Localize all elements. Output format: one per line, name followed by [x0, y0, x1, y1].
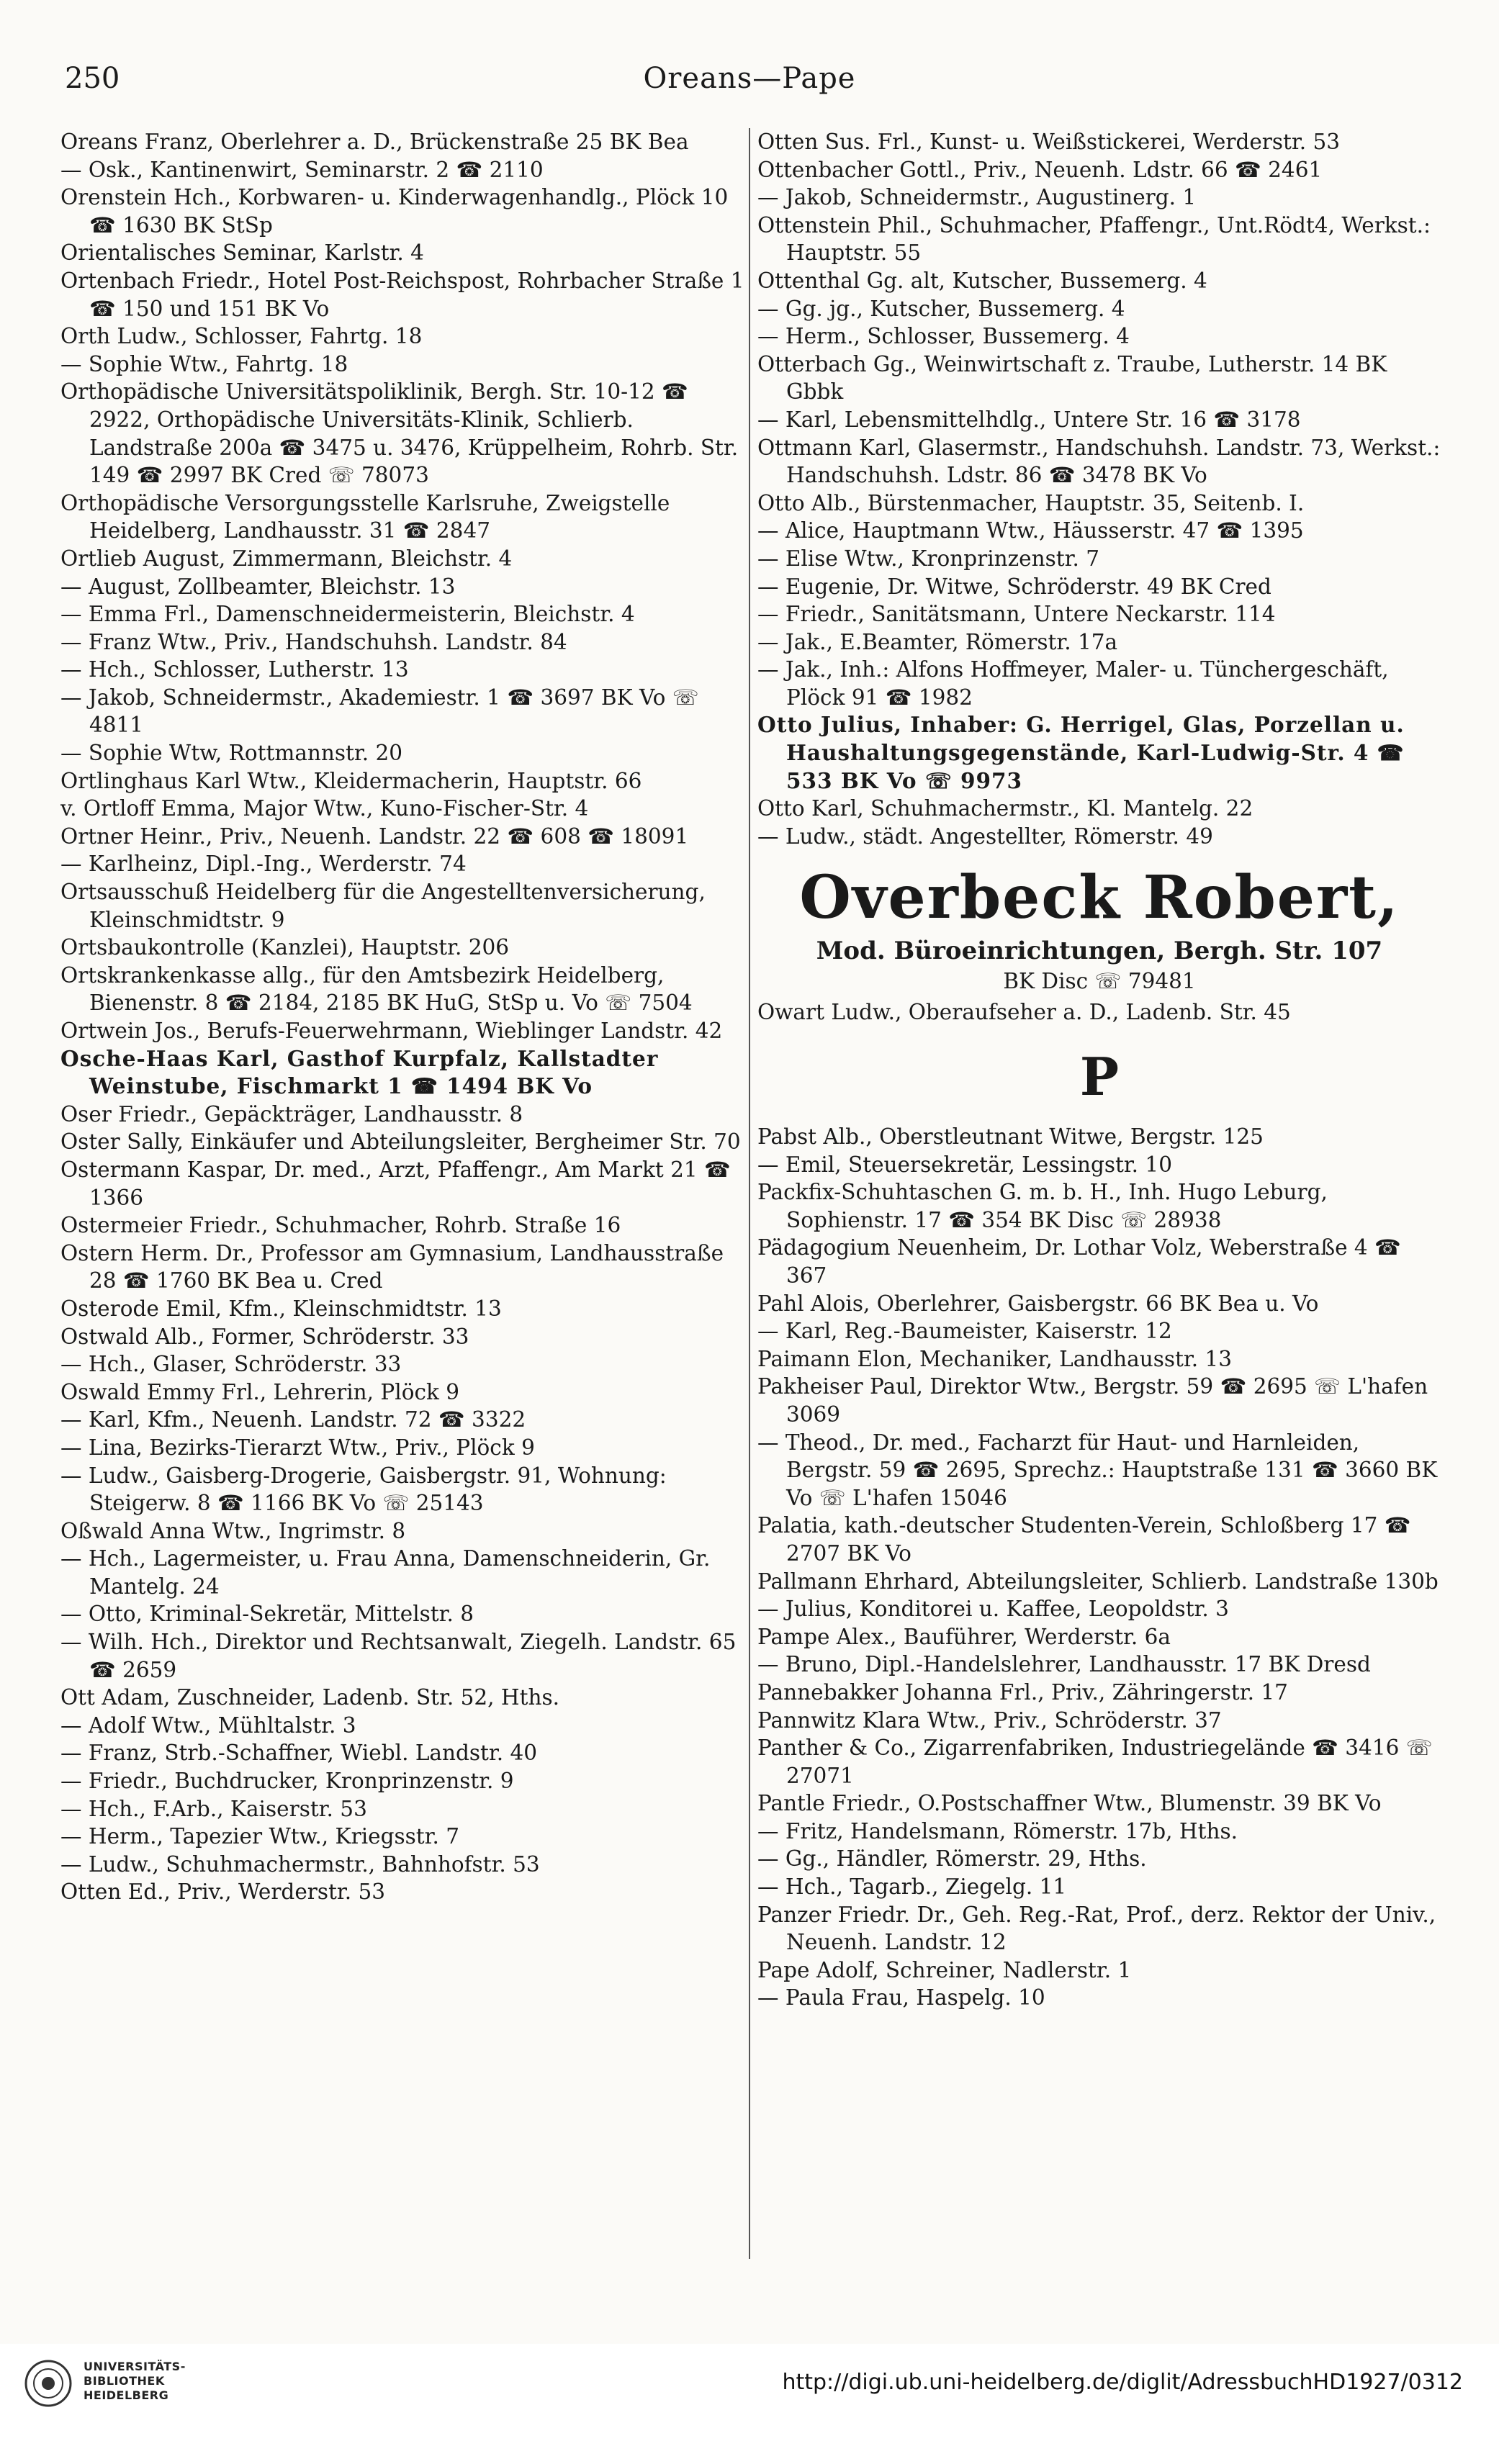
- directory-entry: — Hch., Glaser, Schröderstr. 33: [60, 1352, 402, 1377]
- page-header: [65, 62, 1434, 105]
- directory-entry: — Franz Wtw., Priv., Handschuhsh. Landstr. 84: [60, 629, 567, 654]
- directory-entry: Ortskrankenkasse allg., für den Amtsbezirk Heidelberg, Bienenstr. 8 ☎ 2184, 2185 BK HuG, StSp u. Vo ☏ 7504: [60, 962, 693, 1016]
- directory-entry: Ott Adam, Zuschneider, Ladenb. Str. 52, Hths.: [60, 1685, 560, 1710]
- column-divider: [749, 128, 750, 2259]
- directory-entry: — Karlheinz, Dipl.-Ing., Werderstr. 74: [60, 852, 467, 877]
- directory-entry: v. Ortloff Emma, Major Wtw., Kuno-Fischer-Str. 4: [60, 796, 589, 821]
- directory-entry: — Karl, Lebensmittelhdlg., Untere Str. 16 ☎ 3178: [757, 407, 1301, 432]
- directory-entry: Orenstein Hch., Korbwaren- u. Kinderwagenhandlg., Plöck 10 ☎ 1630 BK StSp: [60, 185, 729, 238]
- overbeck-advert: [757, 865, 1441, 996]
- directory-entry: — Friedr., Buchdrucker, Kronprinzenstr. 9: [60, 1769, 514, 1794]
- directory-entry: Pannwitz Klara Wtw., Priv., Schröderstr. 37: [757, 1707, 1222, 1733]
- directory-entry: Oreans Franz, Oberlehrer a. D., Brückenstraße 25 BK Bea: [60, 130, 689, 154]
- directory-entry: Orth Ludw., Schlosser, Fahrtg. 18: [60, 324, 423, 349]
- directory-entry: Ortlieb August, Zimmermann, Bleichstr. 4: [60, 546, 513, 571]
- directory-entry: — Jakob, Schneidermstr., Augustinerg. 1: [757, 185, 1197, 210]
- directory-entry: — Hch., F.Arb., Kaiserstr. 53: [60, 1796, 367, 1821]
- directory-entry: Pabst Alb., Oberstleutnant Witwe, Bergstr. 125: [757, 1124, 1264, 1150]
- directory-entry: — Karl, Kfm., Neuenh. Landstr. 72 ☎ 3322: [60, 1407, 526, 1432]
- directory-entry: — Karl, Reg.-Baumeister, Kaiserstr. 12: [757, 1319, 1172, 1344]
- left-column: [60, 128, 744, 2262]
- directory-entry: Panzer Friedr. Dr., Geh. Reg.-Rat, Prof., derz. Rektor der Univ., Neuenh. Landstr. 12: [757, 1902, 1436, 1955]
- directory-entry: — Herm., Tapezier Wtw., Kriegsstr. 7: [60, 1824, 459, 1849]
- directory-entry: — Lina, Bezirks-Tierarzt Wtw., Priv., Plöck 9: [60, 1435, 535, 1460]
- directory-entry: Pampe Alex., Bauführer, Werderstr. 6a: [757, 1624, 1171, 1649]
- directory-entry: Otto Alb., Bürstenmacher, Hauptstr. 35, Seitenb. I.: [757, 490, 1305, 515]
- directory-entry: Otterbach Gg., Weinwirtschaft z. Traube, Lutherstr. 14 BK Gbbk: [757, 351, 1387, 405]
- directory-entry: — Friedr., Sanitätsmann, Untere Neckarstr. 114: [757, 602, 1276, 627]
- advert-line1: Mod. Büroeinrichtungen, Bergh. Str. 107: [816, 937, 1383, 966]
- right-column-entries-after-advert: [757, 998, 1441, 1026]
- directory-entry: — Otto, Kriminal-Sekretär, Mittelstr. 8: [60, 1602, 474, 1627]
- directory-entry: Ostermann Kaspar, Dr. med., Arzt, Pfaffengr., Am Markt 21 ☎ 1366: [60, 1157, 731, 1210]
- directory-entry: — Ludw., Schuhmachermstr., Bahnhofstr. 53: [60, 1851, 540, 1877]
- directory-entry: Ortner Heinr., Priv., Neuenh. Landstr. 22 ☎ 608 ☎ 18091: [60, 823, 689, 849]
- directory-entry: Paimann Elon, Mechaniker, Landhausstr. 13: [757, 1346, 1233, 1371]
- directory-entry: — Emil, Steuersekretär, Lessingstr. 10: [757, 1152, 1172, 1177]
- directory-entry: Ortwein Jos., Berufs-Feuerwehrmann, Wieblinger Landstr. 42: [60, 1019, 723, 1043]
- directory-entry: Packfix-Schuhtaschen G. m. b. H., Inh. Hugo Leburg, Sophienstr. 17 ☎ 354 BK Disc ☏ 28938: [757, 1180, 1328, 1232]
- directory-entry: Owart Ludw., Oberaufseher a. D., Ladenb. Str. 45: [757, 1000, 1291, 1025]
- directory-entry: Ortlinghaus Karl Wtw., Kleidermacherin, Hauptstr. 66: [60, 768, 642, 793]
- directory-entry: Pahl Alois, Oberlehrer, Gaisbergstr. 66 BK Bea u. Vo: [757, 1291, 1319, 1316]
- directory-entry: — Alice, Hauptmann Wtw., Häusserstr. 47 ☎ 1395: [757, 518, 1304, 543]
- directory-entry: — Hch., Schlosser, Lutherstr. 13: [60, 657, 409, 682]
- directory-entry: Ortsbaukontrolle (Kanzlei), Hauptstr. 206: [60, 935, 510, 960]
- directory-entry: — Jakob, Schneidermstr., Akademiestr. 1 ☎ 3697 BK Vo ☏ 4811: [60, 685, 699, 738]
- right-column-entries-p: [757, 1123, 1441, 2012]
- directory-entry: Orthopädische Versorgungsstelle Karlsruhe, Zweigstelle Heidelberg, Landhausstr. 31 ☎ 2847: [60, 490, 670, 543]
- advert-line2: BK Disc ☏ 79481: [1003, 969, 1196, 994]
- directory-entry: Oßwald Anna Wtw., Ingrimstr. 8: [60, 1518, 406, 1543]
- directory-entry: Pantle Friedr., O.Postschaffner Wtw., Blumenstr. 39 BK Vo: [757, 1791, 1382, 1816]
- directory-entry: Ottenstein Phil., Schuhmacher, Pfaffengr., Unt.Rödt4, Werkst.: Hauptstr. 55: [757, 212, 1431, 266]
- directory-entry: — Ludw., Gaisberg-Drogerie, Gaisbergstr. 91, Wohnung: Steigerw. 8 ☎ 1166 BK Vo ☏ 25143: [60, 1463, 667, 1516]
- directory-entry: — Jak., Inh.: Alfons Hoffmeyer, Maler- u. Tünchergeschäft, Plöck 91 ☎ 1982: [757, 657, 1389, 710]
- directory-entry: — Emma Frl., Damenschneidermeisterin, Bleichstr. 4: [60, 602, 635, 627]
- directory-entry: Ottenbacher Gottl., Priv., Neuenh. Ldstr. 66 ☎ 2461: [757, 157, 1323, 182]
- directory-entry: — Adolf Wtw., Mühltalstr. 3: [60, 1712, 356, 1738]
- directory-entry: Ottmann Karl, Glasermstr., Handschuhsh. Landstr. 73, Werkst.: Handschuhsh. Ldstr. 86 ☎ 3478 BK Vo: [757, 435, 1441, 488]
- directory-entry: — Franz, Strb.-Schaffner, Wiebl. Landstr. 40: [60, 1741, 538, 1766]
- right-column-entries-o: [757, 128, 1441, 850]
- running-title: Oreans—Pape: [643, 62, 856, 95]
- directory-entry: Ostermeier Friedr., Schuhmacher, Rohrb. Straße 16: [60, 1213, 621, 1238]
- directory-entry: Ortenbach Friedr., Hotel Post-Reichspost, Rohrbacher Straße 1 ☎ 150 und 151 BK Vo: [60, 268, 744, 321]
- directory-entry: Pallmann Ehrhard, Abteilungsleiter, Schlierb. Landstraße 130b: [757, 1569, 1439, 1594]
- directory-entry: Ortsausschuß Heidelberg für die Angestelltenversicherung, Kleinschmidtstr. 9: [60, 880, 706, 932]
- advert-name: Overbeck Robert,: [799, 863, 1400, 933]
- directory-entry: Otten Sus. Frl., Kunst- u. Weißstickerei, Werderstr. 53: [757, 130, 1341, 154]
- directory-entry: — Fritz, Handelsmann, Römerstr. 17b, Hths.: [757, 1818, 1238, 1844]
- directory-entry: — Osk., Kantinenwirt, Seminarstr. 2 ☎ 2110: [60, 157, 544, 182]
- directory-entry: Oster Sally, Einkäufer und Abteilungsleiter, Bergheimer Str. 70: [60, 1129, 741, 1155]
- directory-entry: Oswald Emmy Frl., Lehrerin, Plöck 9: [60, 1379, 460, 1404]
- directory-entry: Pädagogium Neuenheim, Dr. Lothar Volz, Weberstraße 4 ☎ 367: [757, 1235, 1401, 1288]
- directory-entry: Oser Friedr., Gepäckträger, Landhausstr. 8: [60, 1101, 523, 1127]
- directory-entry: — Gg. jg., Kutscher, Bussemerg. 4: [757, 296, 1125, 321]
- page-number: 250: [65, 62, 120, 95]
- directory-entry: Pakheiser Paul, Direktor Wtw., Bergstr. 59 ☎ 2695 ☏ L'hafen 3069: [757, 1374, 1428, 1427]
- directory-entry: — Wilh. Hch., Direktor und Rechtsanwalt, Ziegelh. Landstr. 65 ☎ 2659: [60, 1630, 737, 1682]
- library-logo-text: UNIVERSITÄTS- BIBLIOTHEK HEIDELBERG: [84, 2360, 186, 2402]
- source-url-link[interactable]: http://digi.ub.uni-heidelberg.de/diglit/AdressbuchHD1927/0312: [782, 2370, 1463, 2395]
- directory-entry: Palatia, kath.-deutscher Studenten-Verein, Schloßberg 17 ☎ 2707 BK Vo: [757, 1513, 1411, 1566]
- directory-entry: — Jak., E.Beamter, Römerstr. 17a: [757, 629, 1118, 654]
- directory-entry: Orientalisches Seminar, Karlstr. 4: [60, 240, 424, 266]
- directory-entry: Ottenthal Gg. alt, Kutscher, Bussemerg. 4: [757, 268, 1207, 293]
- directory-entry: Otto Julius, Inhaber: G. Herrigel, Glas, Porzellan u. Haushaltungsgegenstände, Karl-Ludwig-Str. 4 ☎ 533 BK Vo ☏ 9973: [757, 712, 1405, 793]
- section-letter-p: P: [1079, 1046, 1120, 1108]
- directory-entry: — Bruno, Dipl.-Handelslehrer, Landhausstr. 17 BK Dresd: [757, 1652, 1371, 1677]
- directory-entry: Otto Karl, Schuhmachermstr., Kl. Mantelg. 22: [757, 796, 1253, 821]
- directory-entry: — Ludw., städt. Angestellter, Römerstr. 49: [757, 823, 1213, 849]
- directory-entry: — Herm., Schlosser, Bussemerg. 4: [757, 324, 1130, 349]
- right-column: [757, 128, 1441, 2262]
- directory-entry: Otten Ed., Priv., Werderstr. 53: [60, 1879, 386, 1905]
- directory-entry: Ostern Herm. Dr., Professor am Gymnasium, Landhausstraße 28 ☎ 1760 BK Bea u. Cred: [60, 1240, 724, 1294]
- directory-entry: — Gg., Händler, Römerstr. 29, Hths.: [757, 1846, 1147, 1872]
- university-library-logo-icon: [24, 2360, 72, 2407]
- directory-entry: Orthopädische Universitätspoliklinik, Bergh. Str. 10-12 ☎ 2922, Orthopädische Universitäts-Klinik, Schlierb. Landstraße 200a ☎ 3475 u. 3476, Krüppelheim, Rohrb. Str. 149 ☎ 2997 BK Cred ☏ 78073: [60, 379, 739, 488]
- directory-entry: Panther & Co., Zigarrenfabriken, Industriegelände ☎ 3416 ☏ 27071: [757, 1736, 1433, 1788]
- directory-entry: — Elise Wtw., Kronprinzenstr. 7: [757, 546, 1100, 571]
- directory-entry: — Sophie Wtw., Fahrtg. 18: [60, 351, 348, 376]
- footer: [0, 2344, 1499, 2464]
- directory-entry: Osterode Emil, Kfm., Kleinschmidtstr. 13: [60, 1296, 502, 1321]
- directory-entry: — Hch., Tagarb., Ziegelg. 11: [757, 1874, 1067, 1900]
- directory-entry: Ostwald Alb., Former, Schröderstr. 33: [60, 1324, 469, 1349]
- directory-entry: — Eugenie, Dr. Witwe, Schröderstr. 49 BK Cred: [757, 574, 1271, 599]
- directory-entry: — Hch., Lagermeister, u. Frau Anna, Damenschneiderin, Gr. Mantelg. 24: [60, 1546, 711, 1599]
- directory-entry: Osche-Haas Karl, Gasthof Kurpfalz, Kallstadter Weinstube, Fischmarkt 1 ☎ 1494 BK Vo: [60, 1045, 659, 1099]
- directory-entry: Pape Adolf, Schreiner, Nadlerstr. 1: [757, 1957, 1132, 1982]
- directory-entry: Pannebakker Johanna Frl., Priv., Zähringerstr. 17: [757, 1679, 1288, 1705]
- directory-entry: — Julius, Konditorei u. Kaffee, Leopoldstr. 3: [757, 1597, 1229, 1622]
- directory-entry: — Theod., Dr. med., Facharzt für Haut- und Harnleiden, Bergstr. 59 ☎ 2695, Sprechz.: Hauptstraße 131 ☎ 3660 BK Vo ☏ L'hafen 15046: [757, 1430, 1438, 1510]
- directory-entry: — Sophie Wtw, Rottmannstr. 20: [60, 741, 403, 766]
- directory-entry: — August, Zollbeamter, Bleichstr. 13: [60, 574, 456, 599]
- directory-entry: — Paula Frau, Haspelg. 10: [757, 1985, 1045, 2011]
